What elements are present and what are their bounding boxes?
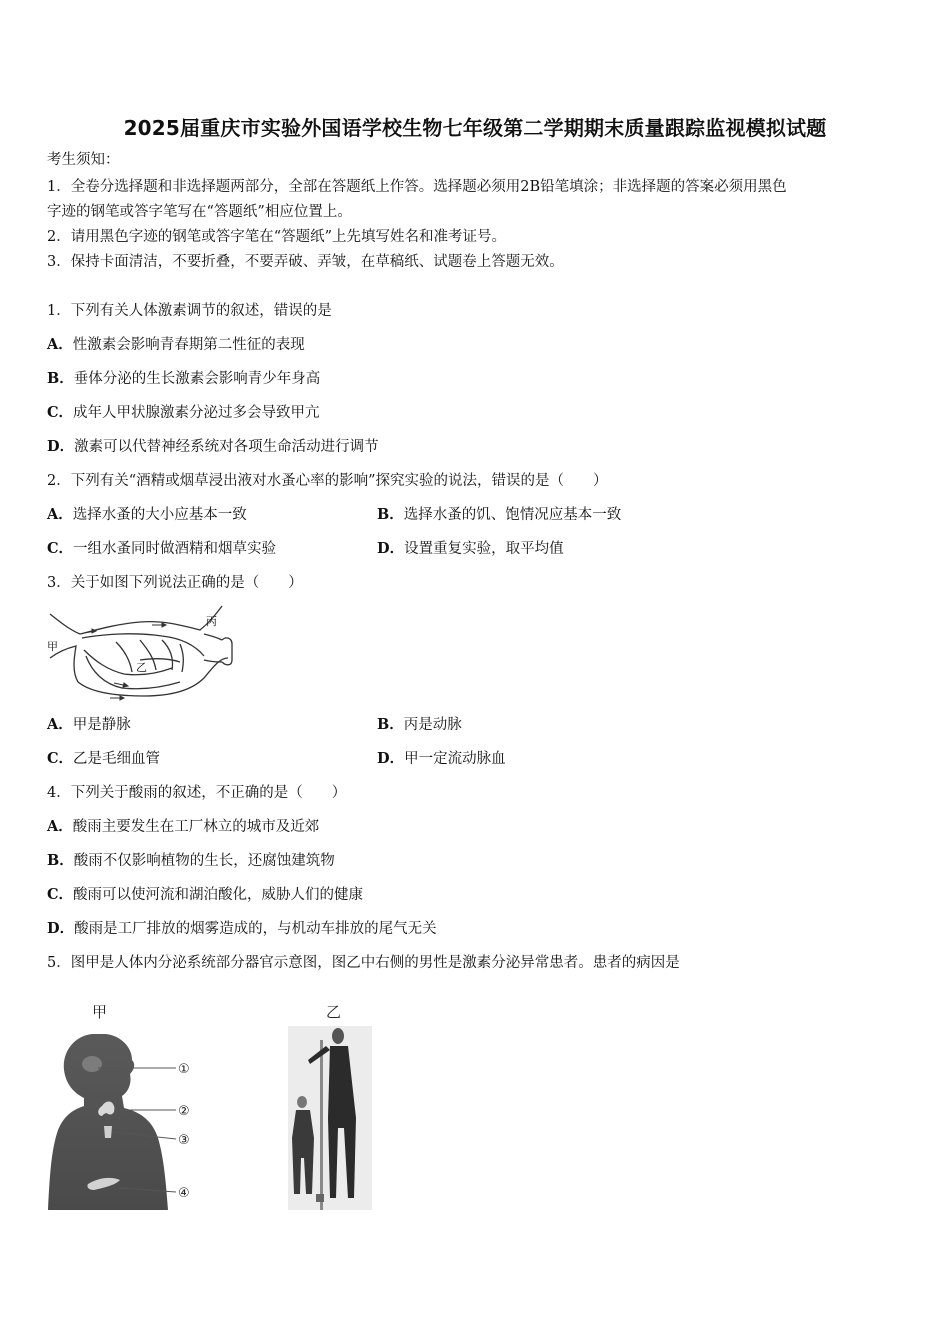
option-text: 性激素会影响青春期第二性征的表现 [72, 337, 305, 353]
figure-label-jia: 甲 [47, 640, 58, 653]
q4-stem: 4．下列关于酸雨的叙述，不正确的是（ ） [47, 785, 347, 801]
q4-option-a [47, 817, 319, 837]
option-text: 丙是动脉 [403, 717, 462, 733]
vessel-outline [84, 650, 172, 675]
q2-option-a [47, 505, 247, 525]
option-label: D． [47, 438, 75, 455]
q3-option-d [377, 749, 506, 769]
marker-2: ② [178, 1104, 190, 1119]
notice-line-1a: 1．全卷分选择题和非选择题两部分，全部在答题纸上作答。选择题必须用2B铅笔填涂；非选择题的答案必须用黑色 [47, 179, 787, 195]
option-text: 酸雨主要发生在工厂林立的城市及近郊 [72, 819, 320, 835]
option-text: 垂体分泌的生长激素会影响青少年身高 [73, 371, 321, 387]
short-man-head [297, 1096, 307, 1108]
option-label: D． [377, 750, 405, 767]
marker-1: ① [178, 1062, 190, 1077]
q2-option-c [47, 539, 276, 559]
vessel-outline [86, 656, 180, 689]
option-text: 成年人甲状腺激素分泌过多会导致甲亢 [73, 405, 320, 421]
q2-option-d [377, 539, 564, 559]
flow-arrow-head [162, 623, 166, 627]
notice-line-2: 2．请用黑色字迹的钢笔或答字笔在“答题纸”上先填写姓名和准考证号。 [47, 229, 507, 245]
option-text: 甲是静脉 [72, 717, 131, 733]
option-label: A． [47, 336, 73, 353]
q3-option-a [47, 715, 131, 735]
q2-stem: 2．下列有关“酒精或烟草浸出液对水蚤心率的影响”探究实验的说法，错误的是（ ） [47, 473, 608, 489]
option-text: 选择水蚤的饥、饱情况应基本一致 [403, 507, 622, 523]
vessel-outline [50, 606, 222, 634]
q1-option-a [47, 335, 305, 355]
q4-option-c [47, 885, 363, 905]
figure-label-bing: 丙 [206, 615, 217, 628]
option-text: 酸雨可以使河流和湖泊酸化，威胁人们的健康 [73, 887, 364, 903]
figure-label-yi: 乙 [326, 1003, 342, 1021]
option-text: 设置重复实验，取平均值 [404, 541, 564, 557]
brain-region [82, 1056, 102, 1072]
q4-option-b [47, 851, 335, 871]
flow-arrow-head [123, 683, 128, 687]
patient-photo-figure [286, 998, 376, 1214]
capillary [162, 640, 173, 670]
q3-stem: 3．关于如图下列说法正确的是（ ） [47, 575, 303, 591]
figure-label-jia: 甲 [92, 1003, 108, 1021]
page-title: 2025届重庆市实验外国语学校生物七年级第二学期期末质量跟踪监视模拟试题 [123, 116, 827, 140]
q2-option-b [377, 505, 621, 525]
vessel-end [222, 638, 232, 665]
q1-option-b [47, 369, 320, 389]
option-label: D． [377, 540, 405, 557]
option-text: 甲一定流动脉血 [404, 751, 506, 767]
option-label: B． [47, 370, 74, 387]
thymus-gland [104, 1126, 112, 1138]
option-text: 一组水蚤同时做酒精和烟草实验 [73, 541, 277, 557]
option-label: A． [47, 818, 73, 835]
notice-line-3: 3．保持卡面清洁，不要折叠，不要弄破、弄皱，在草稿纸、试题卷上答题无效。 [47, 254, 564, 270]
option-text: 选择水蚤的大小应基本一致 [72, 507, 247, 523]
figure-label-yi: 乙 [136, 661, 147, 674]
option-text: 酸雨不仅影响植物的生长，还腐蚀建筑物 [73, 853, 335, 869]
option-label: C． [47, 404, 74, 421]
endocrine-figure [44, 998, 214, 1214]
marker-4: ④ [178, 1186, 190, 1201]
q4-option-d [47, 919, 437, 939]
notice-line-1b: 字迹的钢笔或答字笔写在“答题纸”相应位置上。 [47, 204, 352, 220]
option-label: B． [377, 716, 404, 733]
flow-arrow-head [120, 696, 124, 700]
option-label: C． [47, 750, 74, 767]
height-pole [320, 1040, 323, 1210]
q3-option-b [377, 715, 462, 735]
q3-option-c [47, 749, 160, 769]
marker-3: ③ [178, 1133, 190, 1148]
option-label: A． [47, 506, 73, 523]
notice-heading: 考生须知： [47, 152, 120, 168]
blood-vessel-figure [44, 600, 240, 704]
option-label: D． [47, 920, 75, 937]
pole-base [316, 1194, 324, 1202]
option-text: 酸雨是工厂排放的烟雾造成的，与机动车排放的尾气无关 [74, 921, 437, 937]
tall-man-head [332, 1028, 344, 1044]
option-label: C． [47, 886, 74, 903]
q5-stem: 5．图甲是人体内分泌系统部分器官示意图，图乙中右侧的男性是激素分泌异常患者。患者的病因是 [47, 955, 680, 971]
q1-option-d [47, 437, 379, 457]
option-label: B． [377, 506, 404, 523]
option-label: C． [47, 540, 74, 557]
option-text: 乙是毛细血管 [73, 751, 161, 767]
option-text: 激素可以代替神经系统对各项生命活动进行调节 [74, 439, 379, 455]
capillary [180, 644, 183, 672]
q1-option-c [47, 403, 320, 423]
capillary [116, 642, 132, 672]
q1-stem: 1．下列有关人体激素调节的叙述，错误的是 [47, 303, 332, 319]
vessel-outline [82, 634, 204, 656]
vessel-outline [204, 634, 222, 662]
option-label: A． [47, 716, 73, 733]
option-label: B． [47, 852, 74, 869]
